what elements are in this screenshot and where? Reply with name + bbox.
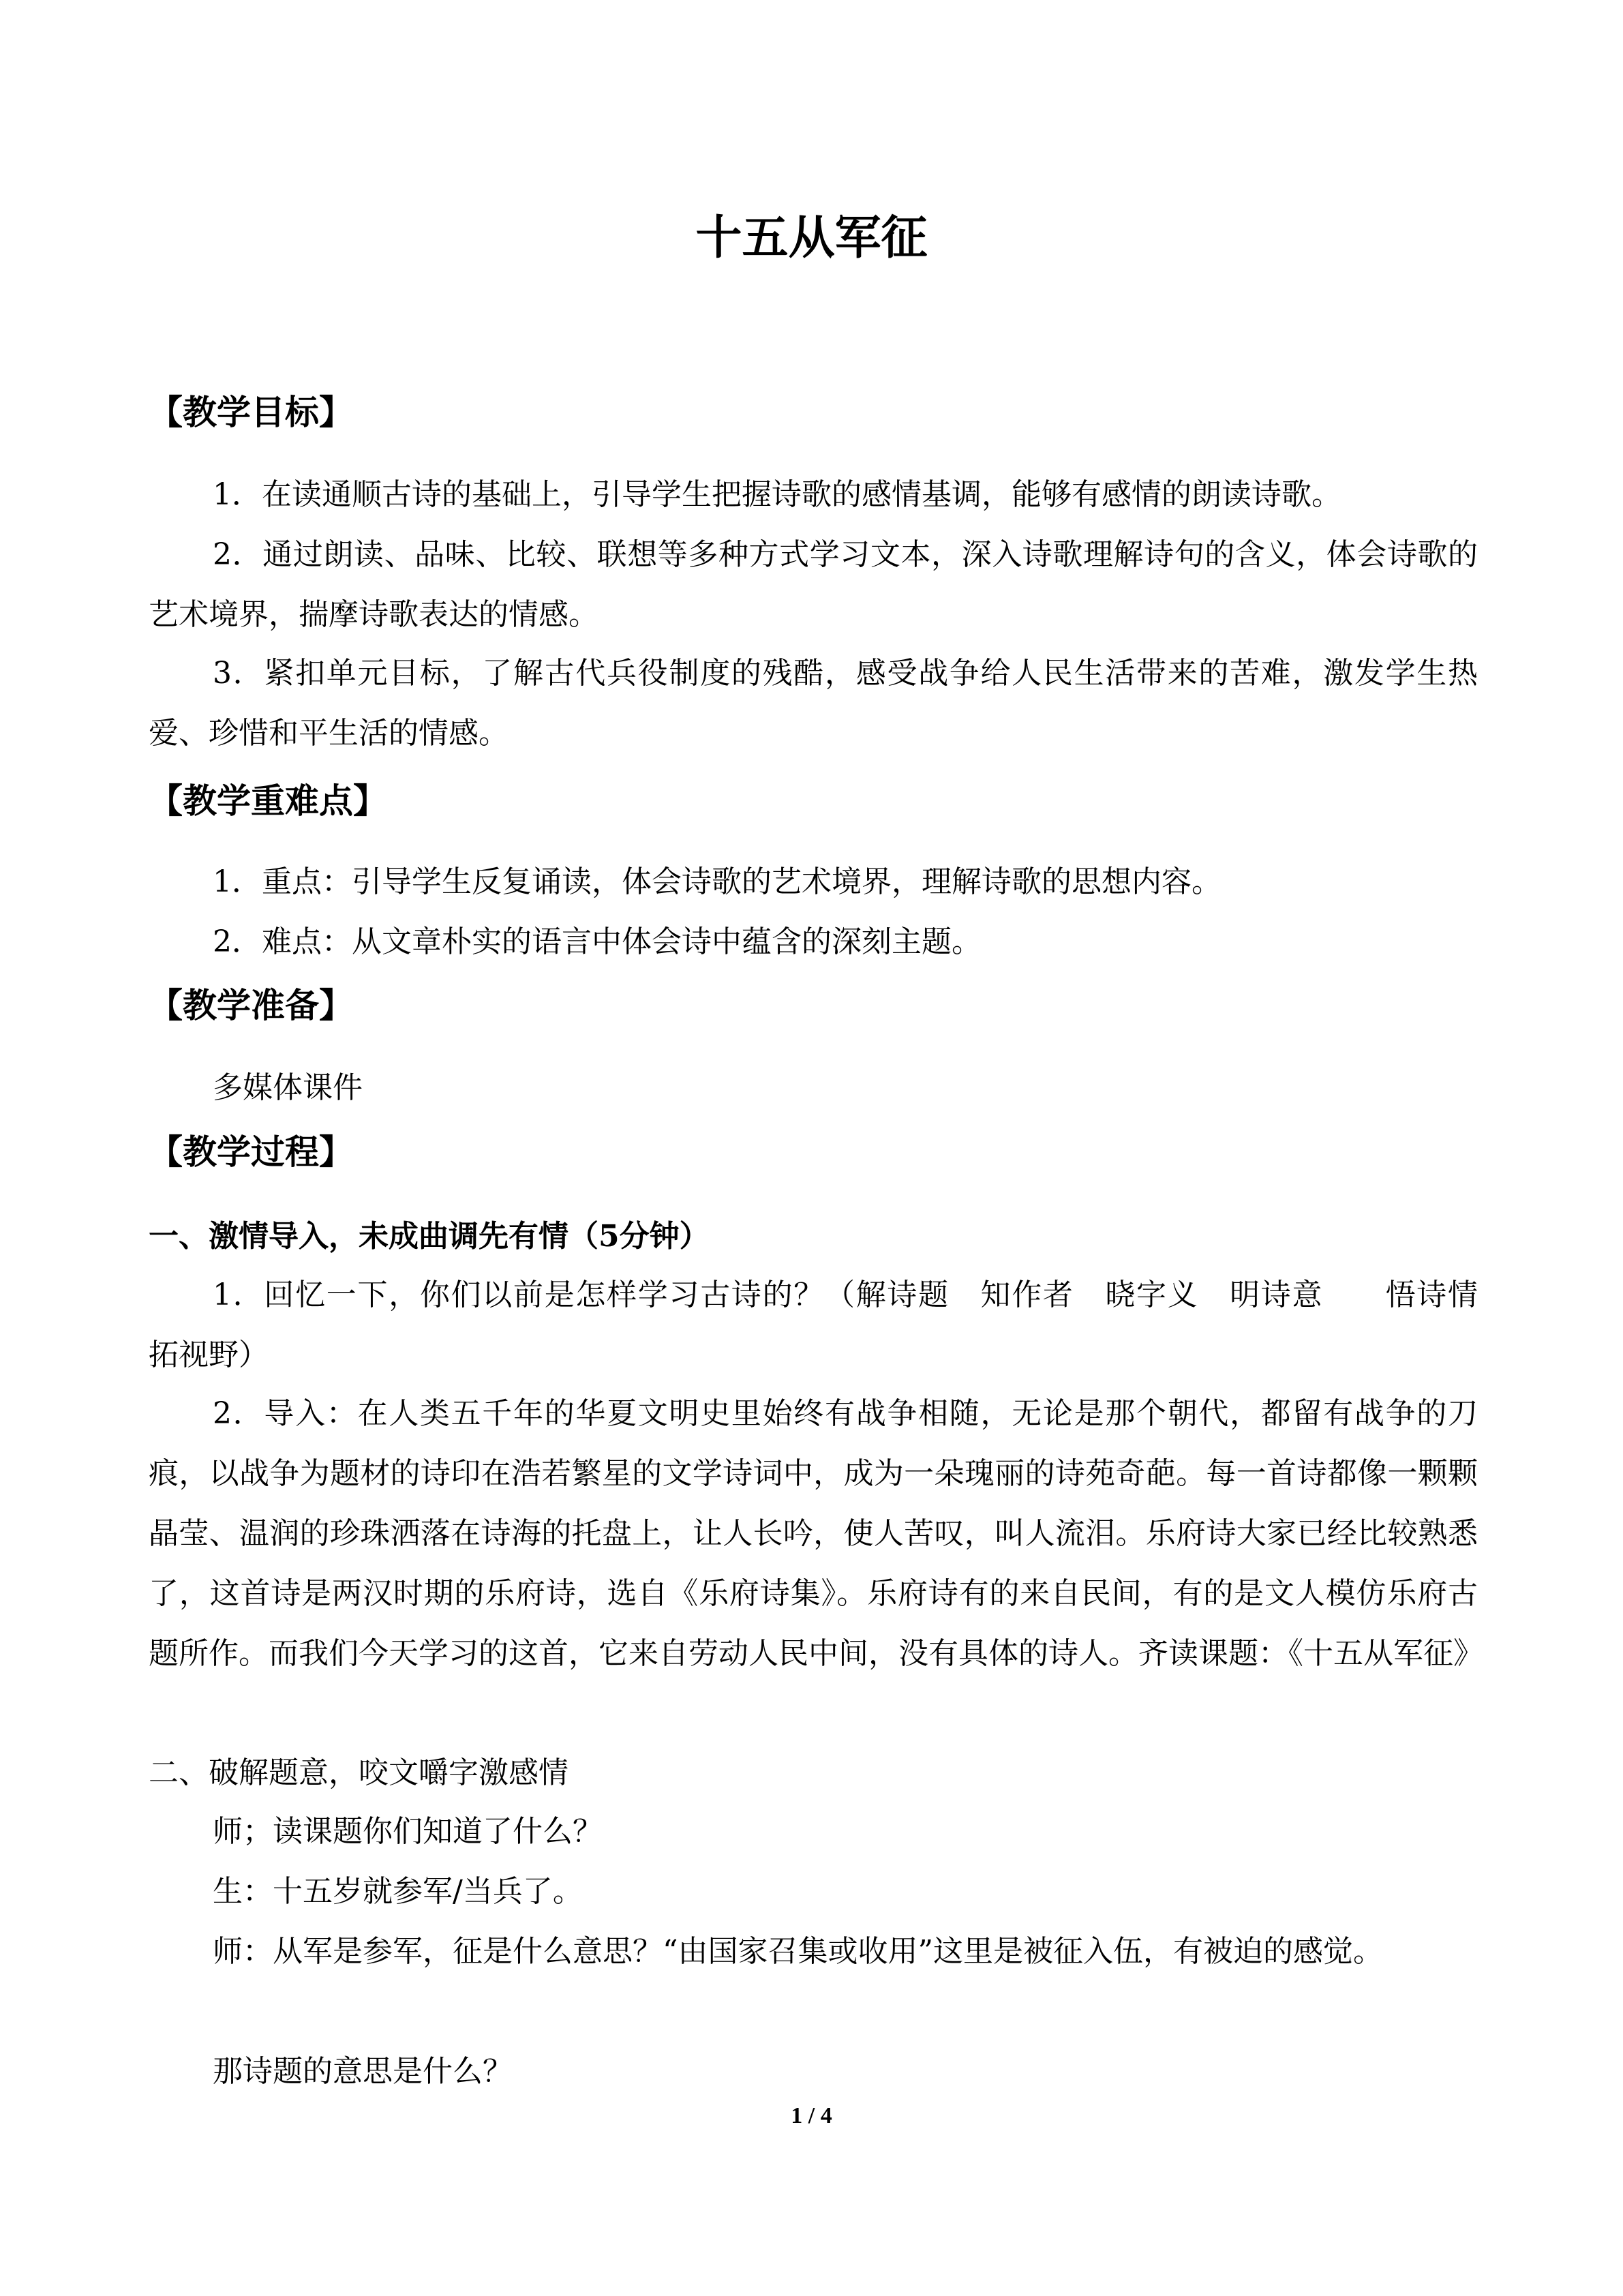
key-point-1: 1．重点：引导学生反复诵读，体会诗歌的艺术境界，理解诗歌的思想内容。 (213, 864, 1222, 899)
heading-key-points: 【教学重难点】 (149, 781, 387, 821)
heading-teaching-goals: 【教学目标】 (149, 393, 353, 432)
heading-teaching-process: 【教学过程】 (149, 1132, 353, 1172)
step-1-item-2: 2．导入：在人类五千年的华夏文明史里始终有战争相随，无论是那个朝代，都留有战争的刀痕，以战争为题材的诗印在浩若繁星的文学诗词中，成为一朵瑰丽的诗苑奇葩。每一首诗都像一颗颗晶莹、温润的珍珠洒落在诗海的托盘上，让人长吟，使人苦叹，叫人流泪。乐府诗大家已经比较熟悉了，这首诗是两汉时期的乐府诗，选自《乐府诗集》。乐府诗有的来自民间，有的是文人模仿乐府古题所作。而我们今天学习的这首，它来自劳动人民中间，没有具体的诗人。齐读课题：《十五从军征》 (149, 1396, 1483, 1671)
dialogue-line-1: 师；读课题你们知道了什么？ (213, 1814, 603, 1849)
goal-item-3: 3．紧扣单元目标，了解古代兵役制度的残酷，感受战争给人民生活带来的苦难，激发学生热爱、珍惜和平生活的情感。 (149, 656, 1478, 751)
dialogue-line-3: 师：从军是参军，征是什么意思？“由国家召集或收用”这里是被征入伍，有被迫的感觉。 (213, 1934, 1383, 1969)
step-2-title: 二、破解题意，咬文嚼字激感情 (149, 1755, 568, 1790)
dialogue-line-4: 那诗题的意思是什么？ (213, 2054, 513, 2089)
page-title: 十五从军征 (695, 211, 928, 265)
goal-item-2: 2．通过朗读、品味、比较、联想等多种方式学习文本，深入诗歌理解诗句的含义，体会诗歌的艺术境界，揣摩诗歌表达的情感。 (149, 537, 1478, 632)
heading-preparation: 【教学准备】 (149, 986, 353, 1025)
dialogue-line-2: 生：十五岁就参军/当兵了。 (213, 1874, 583, 1909)
step-1-item-1: 1．回忆一下，你们以前是怎样学习古诗的？（解诗题 知作者 晓字义 明诗意 悟诗情 拓视野） (149, 1278, 1508, 1372)
page-number: 1 / 4 (791, 2103, 832, 2128)
preparation-text: 多媒体课件 (213, 1070, 363, 1105)
goal-item-1: 1．在读通顺古诗的基础上，引导学生把握诗歌的感情基调，能够有感情的朗读诗歌。 (213, 477, 1341, 512)
key-point-2: 2．难点：从文章朴实的语言中体会诗中蕴含的深刻主题。 (213, 924, 982, 959)
step-1-title: 一、激情导入，未成曲调先有情（5分钟） (149, 1219, 710, 1254)
